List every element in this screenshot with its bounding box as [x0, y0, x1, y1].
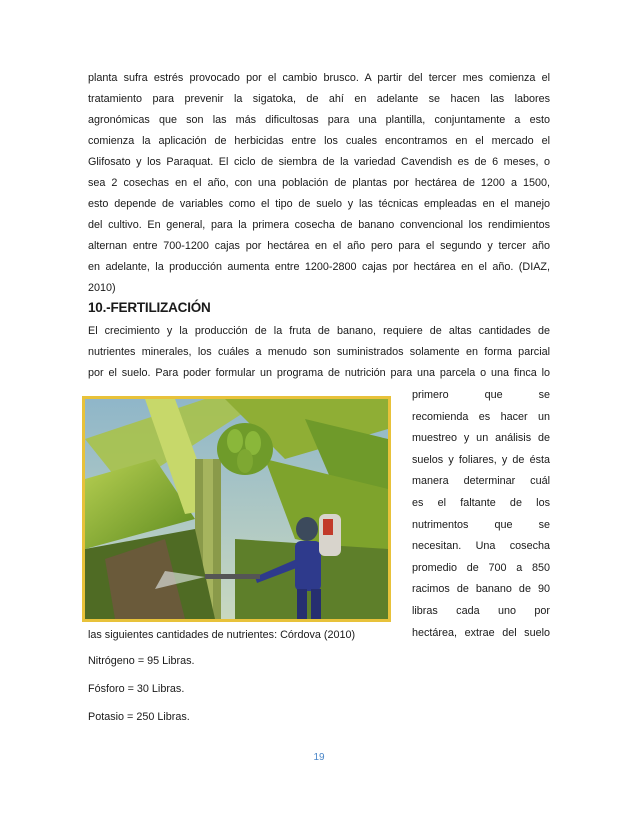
- text-line: agronómicas que son las más dificultosas para una plantilla, conjuntamente a esto: [88, 114, 550, 126]
- banana-fertilization-photo: [82, 396, 391, 622]
- text-line: Glifosato y los Paraquat. El ciclo de siembra de la variedad Cavendish es de 6 meses, o: [88, 156, 550, 168]
- text-line: las siguientes cantidades de nutrientes: Córdova (2010): [88, 629, 356, 641]
- continuation-line: [88, 625, 550, 646]
- nutrient-list: [88, 653, 195, 737]
- paragraph-1: [88, 68, 550, 299]
- nutrient-item: Fósforo = 30 Libras.: [88, 683, 185, 695]
- text-line: primero que se: [412, 389, 550, 401]
- nutrient-item: Nitrógeno = 95 Libras.: [88, 655, 195, 667]
- text-line: 2010): [88, 282, 116, 294]
- text-line: recomienda es hacer un: [412, 410, 550, 423]
- text-line: El crecimiento y la producción de la fruta de banano, requiere de altas cantidades de: [88, 325, 550, 337]
- text-line: esto depende de variables como el tipo de suelo y las técnicas empleadas en el manejo: [88, 198, 550, 210]
- text-line: nutrimentos que se: [412, 518, 550, 531]
- text-line: suelos y foliares, y de ésta: [412, 453, 550, 466]
- text-line: alternan entre 700-1200 cajas por hectárea en el año pero para el segundo y tercer año: [88, 240, 550, 252]
- text-line: hectárea, extrae del suelo: [412, 626, 550, 639]
- text-line: nutrientes minerales, los cuáles a menudo son suministrados solamente en forma parcial: [88, 346, 550, 358]
- text-line: necesitan. Una cosecha: [412, 540, 550, 553]
- text-line: en adelante, la producción aumenta entre 1200-2800 cajas por hectárea en el año. (DIAZ,: [88, 261, 550, 273]
- text-line: libras cada uno por: [412, 604, 550, 617]
- text-line: planta sufra estrés provocado por el cambio brusco. A partir del tercer mes comienza el: [88, 72, 550, 84]
- text-line: muestreo y un análisis de: [412, 432, 550, 445]
- wrapped-text-column: [412, 385, 550, 644]
- nutrient-item: Potasio = 250 Libras.: [88, 711, 190, 723]
- text-line: tratamiento para prevenir la sigatoka, de ahí en adelante se hacen las labores: [88, 93, 550, 105]
- text-line: manera determinar cuál: [412, 475, 550, 488]
- paragraph-2: [88, 321, 550, 384]
- text-line: racimos de banano de 90: [412, 583, 550, 596]
- text-line: del cultivo. En general, para la primera cosecha de banano convencional los rendimientos: [88, 219, 550, 231]
- page-number: 19: [313, 752, 325, 763]
- text-line: sea 2 cosechas en el año, con una población de plantas por hectárea de 1200 a 1500,: [88, 177, 550, 189]
- text-line: es el faltante de los: [412, 496, 550, 509]
- text-line: por el suelo. Para poder formular un programa de nutrición para una parcela o una finca lo: [88, 367, 550, 379]
- text-line: comienza la aplicación de herbicidas entre los cuales encontramos en el mercado el: [88, 135, 550, 147]
- text-line: promedio de 700 a 850: [412, 561, 550, 574]
- section-heading: 10.-FERTILIZACIÓN: [88, 300, 211, 315]
- photo-illustration: [85, 399, 388, 619]
